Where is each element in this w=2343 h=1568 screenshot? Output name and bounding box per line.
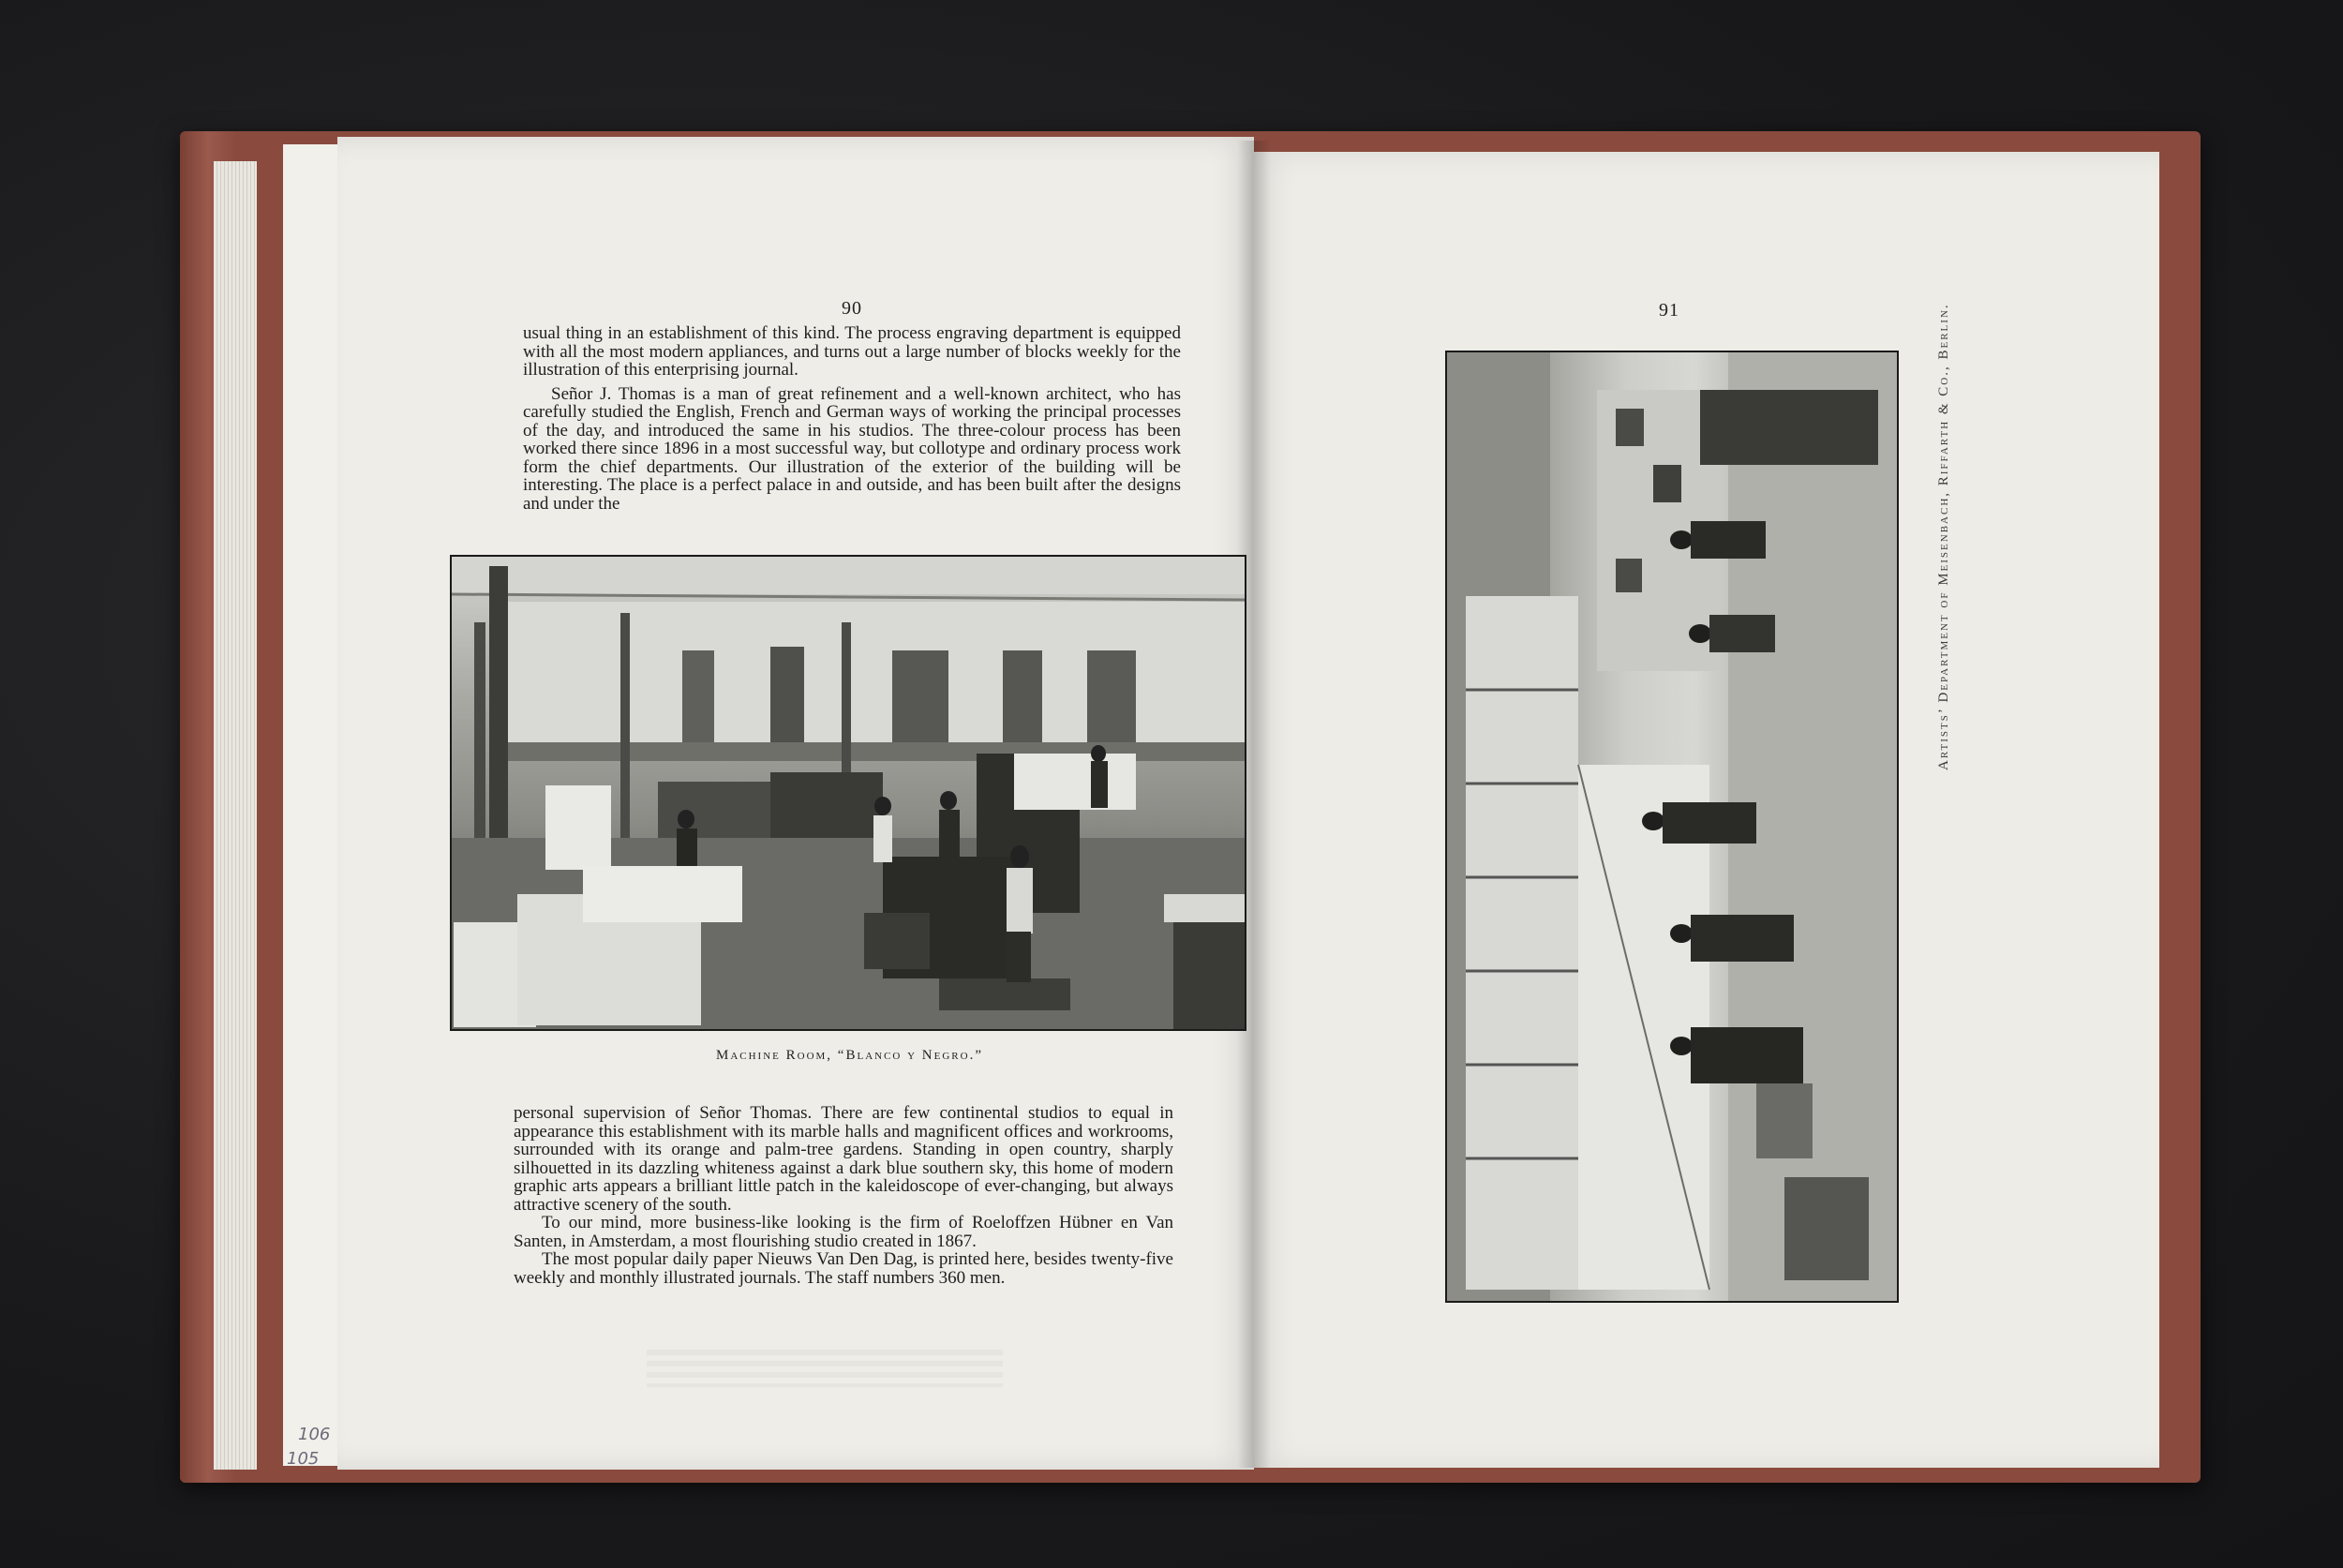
paragraph: To our mind, more business-like looking is the firm of Roeloffzen Hübner en Van Santen, in Amsterdam, a most flourishing studio created in 1867. [514,1213,1173,1251]
show-through-text [647,1350,1003,1387]
paragraph: Señor J. Thomas is a man of great refinement and a well-known architect, who has carefully studied the English, French and German ways of working the principal processes of the day, and introduced the same in his studios. The three-colour process has been worked there since 1896 in a most successful way, but collotype and ordinary process work form the chief departments. Our illustration of the exterior of the building will be interesting. The place is a perfect palace in and outside, and has been built after the designs and under the [523,383,1181,514]
photo-caption-right: Artists’ Department of Meisenbach, Riffarth & Co., Berlin. [1936,303,1951,770]
paragraph: The most popular daily paper Nieuws Van Den Dag, is printed here, besides twenty-five weekly and monthly illustrated journals. The staff numbers 360 men. [514,1249,1173,1288]
paragraph: personal supervision of Señor Thomas. There are few continental studios to equal in appearance this establishment with its marble halls and magnificent offices and workrooms, surrounded with its orange and palm-tree gardens. Standing in open country, sharply silhouetted in its dazzling whiteness against a dark blue southern sky, this home of modern graphic arts appears a brilliant little patch in the kaleidoscope of ever-changing, but always attractive scenery of the south. [514,1103,1173,1215]
pencil-note: 105 [287,1449,320,1469]
page-stack-edge [214,161,257,1470]
pencil-note: 106 [298,1425,331,1444]
machine-room-illustration [452,557,1245,1029]
photo-caption-left: Machine Room, “Blanco y Negro.” [716,1048,983,1063]
page-number-right: 91 [1659,300,1679,321]
artists-department-photo [1445,351,1899,1303]
artists-department-illustration [1447,352,1897,1301]
paragraph: usual thing in an establishment of this kind. The process engraving department is equipped with all the most modern appliances, and turns out a large number of blocks weekly for the illustration of this enterprising journal. [523,323,1181,380]
text-bottom [514,1104,1173,1287]
machine-room-photo [450,555,1246,1031]
underlying-page [283,144,340,1466]
text-top [523,324,1181,513]
page-number-left: 90 [842,298,862,319]
